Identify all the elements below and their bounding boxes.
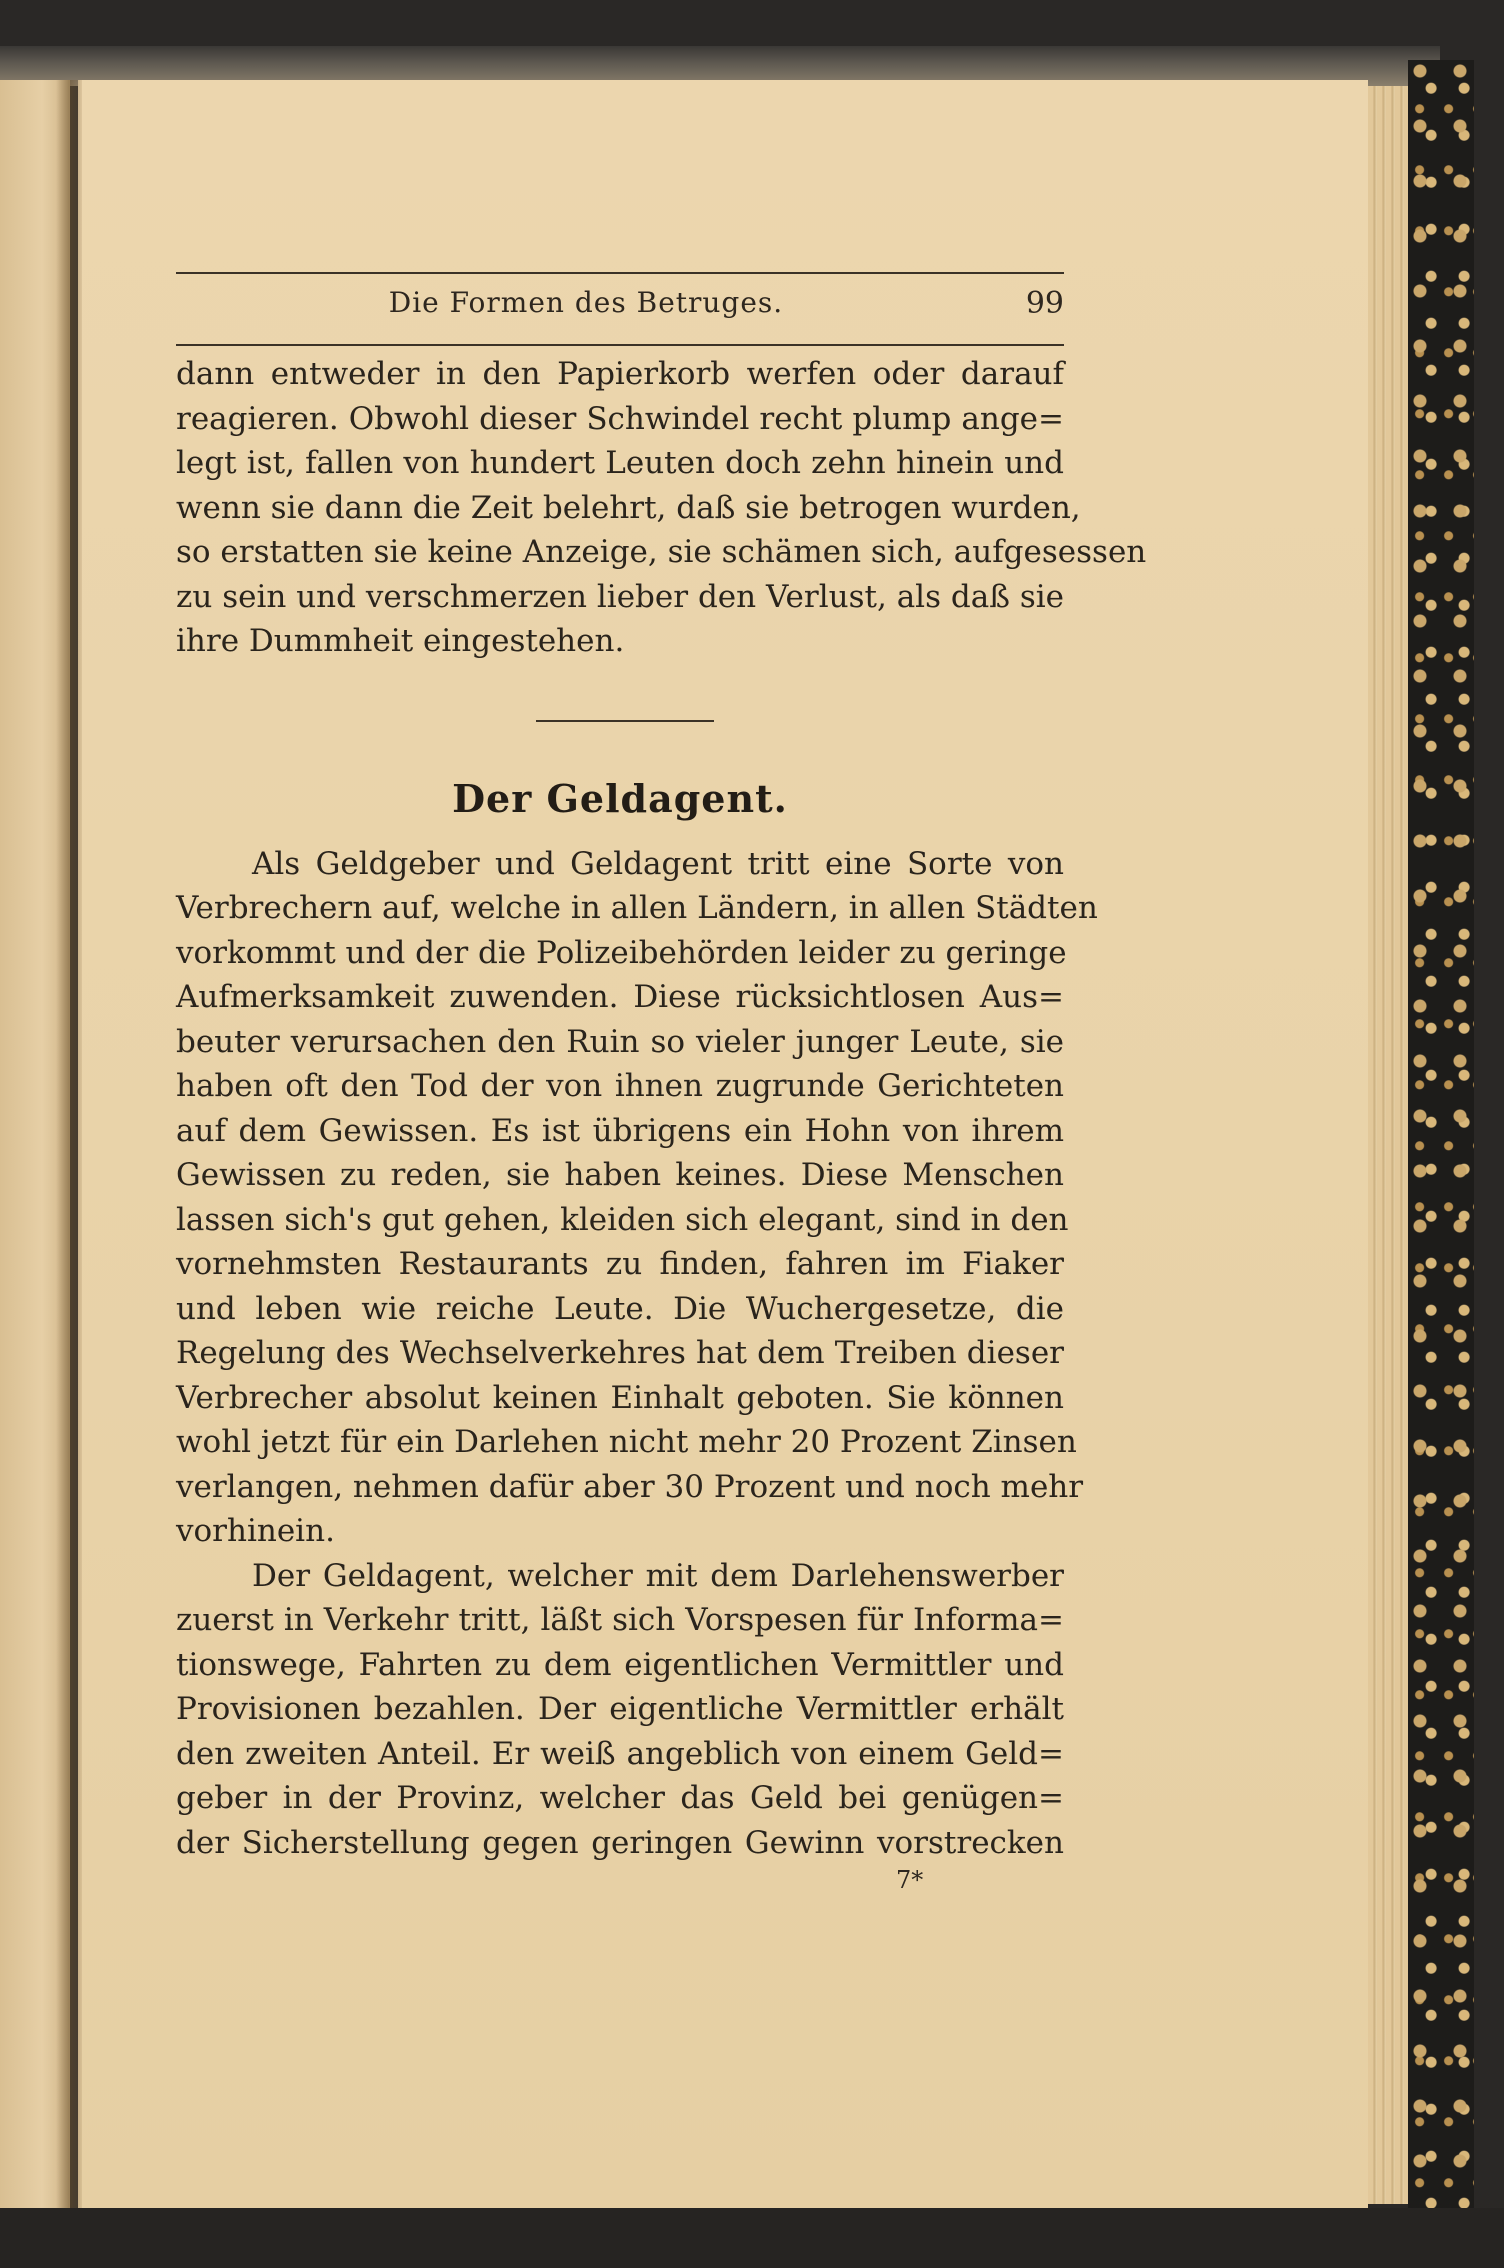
text-line: Als Geldgeber und Geldagent tritt eine Sorte von (252, 846, 1064, 882)
text-line: tionswege, Fahrten zu dem eigentlichen Vermittler und (176, 1647, 1064, 1683)
text-line: beuter verursachen den Ruin so vieler junger Leute, sie (176, 1024, 1064, 1060)
text-line: so erstatten sie keine Anzeige, sie schämen sich, aufgesessen (176, 534, 1147, 570)
text-line: wenn sie dann die Zeit belehrt, daß sie betrogen wurden, (176, 490, 1081, 526)
text-line: geber in der Provinz, welcher das Geld bei genügen= (176, 1780, 1064, 1816)
text-line: den zweiten Anteil. Er weiß angeblich von einem Geld= (176, 1736, 1064, 1772)
text-line: reagieren. Obwohl dieser Schwindel recht plump ange= (176, 401, 1064, 437)
text-line: vorkommt und der die Polizeibehörden leider zu geringe (176, 935, 1067, 971)
bottom-background (0, 2208, 1504, 2268)
text-line: vornehmsten Restaurants zu finden, fahren im Fiaker (176, 1246, 1064, 1282)
text-line: der Sicherstellung gegen geringen Gewinn vorstrecken (176, 1825, 1064, 1861)
text-line: auf dem Gewissen. Es ist übrigens ein Hohn von ihrem (176, 1113, 1064, 1149)
text-line: Regelung des Wechselverkehres hat dem Treiben dieser (176, 1335, 1064, 1371)
text-line: Verbrechern auf, welche in allen Ländern, in allen Städten (176, 890, 1098, 926)
text-line: verlangen, nehmen dafür aber 30 Prozent und noch mehr (176, 1469, 1084, 1505)
running-title: Die Formen des Betruges. (388, 286, 784, 319)
text-line: Provisionen bezahlen. Der eigentliche Vermittler erhält (176, 1691, 1064, 1727)
text-line: vorhinein. (176, 1513, 335, 1549)
text-line: zu sein und verschmerzen lieber den Verlust, als daß sie (176, 579, 1064, 615)
page-stack-edge (1368, 86, 1408, 2204)
section-divider (536, 720, 714, 722)
text-line: haben oft den Tod der von ihnen zugrunde Gerichteten (176, 1068, 1064, 1104)
text-line: ihre Dummheit eingestehen. (176, 623, 625, 659)
text-line: Gewissen zu reden, sie haben keines. Diese Menschen (176, 1157, 1064, 1193)
text-line: Aufmerksamkeit zuwenden. Diese rücksichtlosen Aus= (176, 979, 1064, 1015)
text-line: lassen sich's gut gehen, kleiden sich elegant, sind in den (176, 1202, 1069, 1238)
running-head (176, 272, 1064, 346)
text-line: Verbrecher absolut keinen Einhalt geboten. Sie können (176, 1380, 1064, 1416)
text-line: zuerst in Verkehr tritt, läßt sich Vorspesen für Informa= (176, 1602, 1064, 1638)
signature-mark: 7* (896, 1866, 924, 1894)
text-line: und leben wie reiche Leute. Die Wuchergesetze, die (176, 1291, 1064, 1327)
text-line: dann entweder in den Papierkorb werfen oder darauf (176, 356, 1064, 392)
page-number: 99 (1025, 286, 1064, 321)
text-line: legt ist, fallen von hundert Leuten doch zehn hinein und (176, 445, 1064, 481)
text-line: wohl jetzt für ein Darlehen nicht mehr 20 Prozent Zinsen (176, 1424, 1077, 1460)
section-title: Der Geldagent. (452, 776, 788, 821)
marbled-cover-board (1408, 60, 1474, 2220)
text-line: Der Geldagent, welcher mit dem Darlehenswerber (252, 1558, 1064, 1594)
page-gutter (56, 80, 82, 2210)
